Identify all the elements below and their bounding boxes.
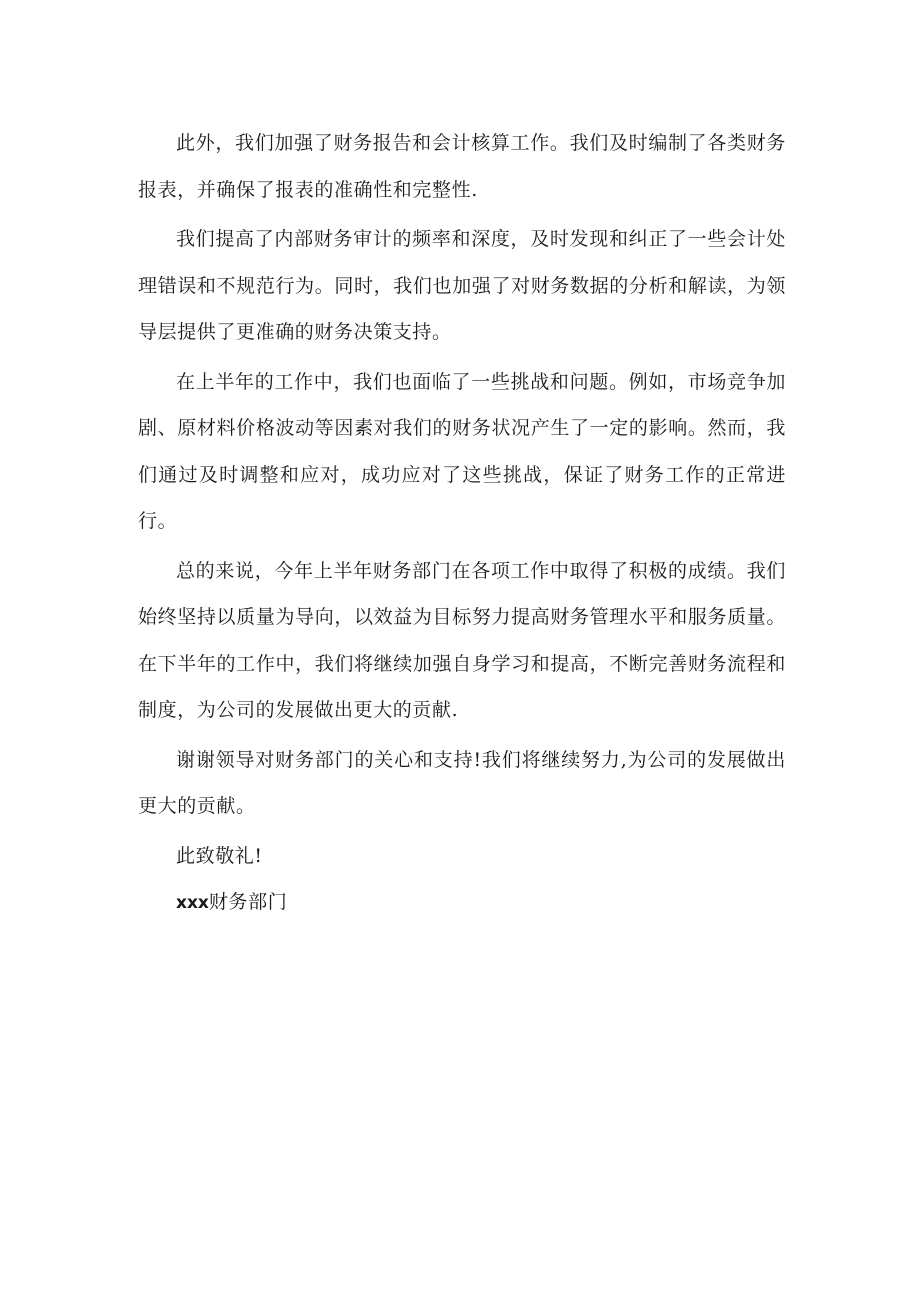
paragraph-financial-reporting: 此外，我们加强了财务报告和会计核算工作。我们及时编制了各类财务报表，并确保了报表的准确性和完整性. bbox=[138, 132, 786, 201]
document-body bbox=[138, 120, 786, 927]
signature-org: 财务部门 bbox=[208, 891, 288, 913]
signature-line bbox=[138, 879, 786, 927]
paragraph-challenges: 在上半年的工作中，我们也面临了一些挑战和问题。例如，市场竞争加剧、原材料价格波动等因素对我们的财务状况产生了一定的影响。然而，我们通过及时调整和应对，成功应对了这些挑战，保证了财务工作的正常进行。 bbox=[138, 370, 786, 532]
paragraph-summary: 总的来说，今年上半年财务部门在各项工作中取得了积极的成绩。我们始终坚持以质量为导向，以效益为目标努力提高财务管理水平和服务质量。在下半年的工作中，我们将继续加强自身学习和提高，不断完善财务流程和制度，为公司的发展做出更大的贡献. bbox=[138, 559, 786, 721]
signature-prefix: xxx bbox=[176, 893, 209, 913]
paragraph-thanks: 谢谢领导对财务部门的关心和支持!我们将继续努力,为公司的发展做出更大的贡献。 bbox=[138, 748, 786, 817]
paragraph-internal-audit: 我们提高了内部财务审计的频率和深度，及时发现和纠正了一些会计处理错误和不规范行为。同时，我们也加强了对财务数据的分析和解读，为领导层提供了更准确的财务决策支持。 bbox=[138, 228, 786, 343]
closing-salutation: 此致敬礼! bbox=[176, 844, 263, 867]
